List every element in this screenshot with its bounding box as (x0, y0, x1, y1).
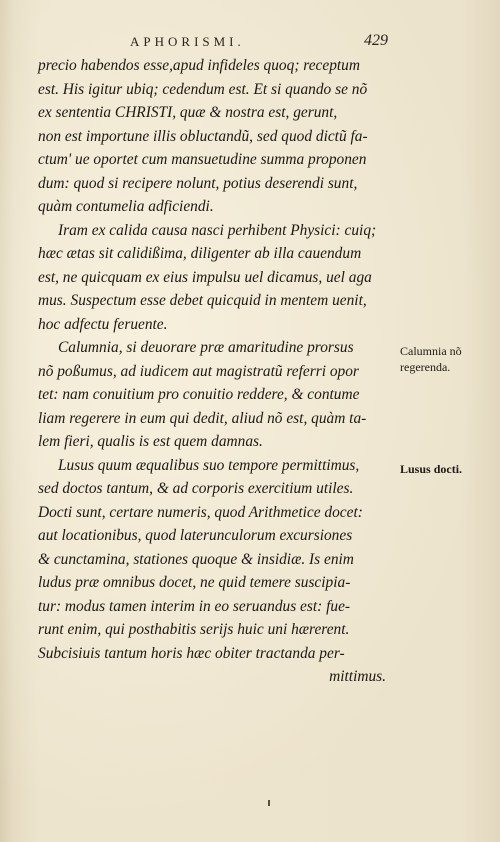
text-line: sed doctos tantum, & ad corporis exercitium utiles. (38, 480, 354, 497)
body-text (38, 54, 408, 689)
text-line: Calumnia, si deuorare præ amaritudine prorsus (58, 339, 354, 356)
text-line: Docti sunt, certare numeris, quod Arithmetice docet: (38, 503, 363, 521)
text-line: Iram ex calida causa nasci perhibent Physici: cuiq; (58, 221, 377, 239)
running-title: APHORISMI. (130, 34, 245, 49)
text-line: & cunctamina, stationes quoque & insidiæ. Is enim (38, 550, 354, 568)
text-line: Lusus quum æqualibus suo tempore permittimus, (58, 456, 360, 474)
text-line: precio habendos esse,apud infideles quoq; receptum (38, 57, 360, 74)
margin-note-calumnia: Calumnia nõ regerenda. (400, 344, 462, 374)
text-line: hæc ætas sit calidißima, diligenter ab illa cauendum (38, 245, 362, 262)
text-line: runt enim, qui posthabitis serijs huic uni hærerent. (38, 621, 350, 638)
text-line: nõ poßumus, ad iudicem aut magistratũ referri opor (38, 362, 359, 380)
text-line: ctum' ue oportet cum mansuetudine summa proponen (38, 151, 367, 168)
text-line: dum: quod si recipere nolunt, potius deserendi sunt, (38, 174, 358, 192)
text-line: ludus præ omnibus docet, ne quid temere suscipia- (38, 574, 351, 591)
text-line: tur: modus tamen interim in eo seruandus est: fue- (38, 597, 351, 615)
paper-mark (268, 800, 270, 806)
text-line: aut locationibus, quod laterunculorum excursiones (38, 527, 353, 544)
text-line-catchword: mittimus. (329, 668, 386, 685)
margin-note-lusus: Lusus docti. (400, 462, 463, 476)
text-line: non est importune illis obluctandũ, sed quod dictũ fa- (38, 127, 368, 145)
text-line: quàm contumelia adficiendi. (38, 198, 214, 215)
text-line: hoc adfectu feruente. (38, 315, 168, 333)
text-line: est. His igitur ubiq; cedendum est. Et si quando se nõ (38, 80, 368, 98)
text-line: ex sententia CHRISTI, quæ & nostra est, gerunt, (38, 104, 338, 121)
text-line: lem fieri, qualis is est quem damnas. (38, 433, 263, 450)
text-line: mus. Suspectum esse debet quicquid in mentem uenit, (38, 292, 367, 309)
text-line: liam regerere in eum qui dedit, aliud nõ est, quàm ta- (38, 409, 367, 427)
text-line: est, ne quicquam ex eius impulsu uel dicamus, uel aga (38, 268, 372, 286)
page-number: 429 (364, 32, 388, 49)
text-line: Subcisiuis tantum horis hæc obiter tractanda per- (38, 644, 345, 662)
text-line: tet: nam conuitium pro conuitio reddere, & contume (38, 386, 360, 403)
